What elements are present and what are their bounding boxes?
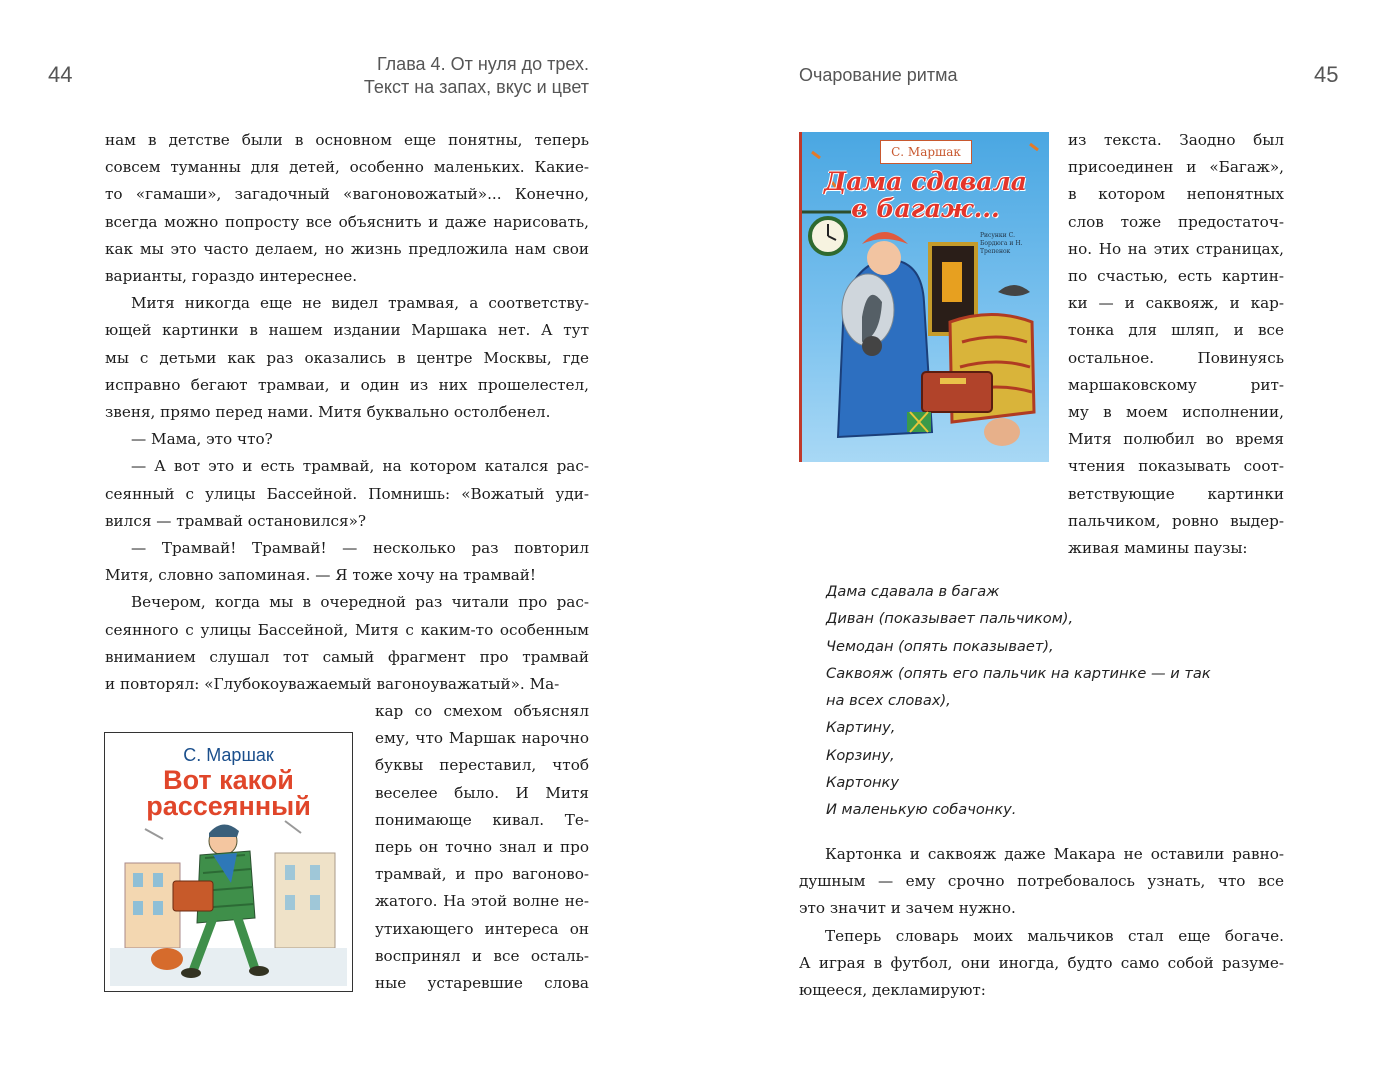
book-cover-vot-kakoi-rasseyannyi xyxy=(104,732,353,992)
cover-author: С. Маршак xyxy=(880,140,972,164)
text-line: маршаковскому рит- xyxy=(1068,375,1284,394)
text-line: мы с детьми как раз оказались в центре Москвы, где xyxy=(105,348,589,367)
left-wrap-text xyxy=(375,698,589,997)
text-line: варианты, гораздо интереснее. xyxy=(105,267,358,286)
text-line: как мы это часто делаем, но жизнь предложила нам свои xyxy=(105,239,589,258)
poem-line: Чемодан (опять показывает), xyxy=(826,637,1054,655)
text-line: по счастью, есть картин- xyxy=(1068,267,1284,286)
text-line: утихающего интереса он xyxy=(375,919,589,938)
cover-author: С. Маршак xyxy=(183,745,274,765)
right-page xyxy=(694,0,1389,1080)
text-line: — Мама, это что? xyxy=(131,430,273,449)
text-line: пальчиком, ровно выдер- xyxy=(1068,511,1284,530)
poem-line: Картину, xyxy=(826,719,896,737)
text-line: тонка для шляп, и все xyxy=(1068,321,1284,340)
text-line: в котором непонятных xyxy=(1068,185,1284,204)
text-line: жатого. На этой волне не- xyxy=(375,892,589,911)
text-line: веселее было. И Митя xyxy=(375,783,589,802)
cover-title-line1: Вот какой xyxy=(163,765,294,795)
cover-title xyxy=(802,168,1049,222)
poem-line: Корзину, xyxy=(826,746,895,764)
right-body-text xyxy=(799,841,1284,1004)
text-line: ки — и саквояж, и кар- xyxy=(1068,294,1284,313)
text-line: всегда можно попросту все объяснить и даже нарисовать, xyxy=(105,212,589,231)
text-line: Вечером, когда мы в очередной раз читали про рас- xyxy=(131,593,589,612)
text-line: — Трамвай! Трамвай! — несколько раз повторил xyxy=(131,539,589,558)
poem-quote xyxy=(826,578,1211,824)
poem-line: на всех словах), xyxy=(826,692,951,710)
text-line: перь он точно знал и про xyxy=(375,838,589,857)
text-line: Картонка и саквояж даже Макара не оставили равно- xyxy=(825,845,1284,863)
text-line: трамвай, и про вагоново- xyxy=(375,865,589,884)
left-body-text xyxy=(105,127,589,698)
text-line: душным — ему срочно потребовалось узнать, что все xyxy=(799,872,1284,891)
page-number-right: 45 xyxy=(1314,62,1339,87)
poem-line: Картонку xyxy=(826,774,899,792)
text-line: сеянный с улицы Бассейной. Помнишь: «Вожатый уди- xyxy=(105,484,589,503)
text-line: понимающе кивал. Те- xyxy=(375,810,589,829)
text-line: ему, что Маршак нарочно xyxy=(375,729,589,748)
text-line: ветствующие картинки xyxy=(1068,484,1284,503)
right-wrap-text xyxy=(1068,127,1284,562)
text-line: присоединен и «Багаж», xyxy=(1068,158,1284,177)
text-line: му в моем исполнении, xyxy=(1068,403,1284,422)
text-line: слов тоже предостаточ- xyxy=(1068,212,1284,231)
text-line: это значит и зачем нужно. xyxy=(799,899,1016,918)
book-cover-dama-sdavala-v-bagazh xyxy=(799,132,1049,462)
text-line: Митя, словно запоминая. — Я тоже хочу на трамвай! xyxy=(105,566,536,585)
text-line: сеянного с улицы Бассейной, Митя с каким-то особенным xyxy=(105,620,589,639)
text-line: совсем туманны для детей, особенно маленьких. Какие- xyxy=(105,158,589,177)
text-line: чтения показывать соот- xyxy=(1068,457,1284,476)
text-line: то «гамаши», загадочный «вагоновожатый»... Конечно, xyxy=(105,185,589,204)
poem-line: Саквояж (опять его пальчик на картинке — и так xyxy=(826,664,1211,682)
text-line: и повторял: «Глубокоуважаемый вагоноуважатый». Ма- xyxy=(105,675,560,694)
text-line: Митя полюбил во время xyxy=(1068,430,1284,449)
text-line: — А вот это и есть трамвай, на котором катался рас- xyxy=(131,457,589,476)
poem-line: И маленькую собачонку. xyxy=(826,801,1017,819)
text-line: нам в детстве были в основном еще понятны, теперь xyxy=(105,131,589,149)
cover-title-line2: в багаж... xyxy=(851,194,1000,223)
text-line: но. Но на этих страницах, xyxy=(1068,239,1284,258)
text-line: А играя в футбол, они иногда, будто само собой разуме- xyxy=(799,953,1284,972)
header-chapter-subtitle: Текст на запах, вкус и цвет xyxy=(363,77,589,97)
text-line: живая мамины паузы: xyxy=(1068,539,1248,558)
text-line: ющееся, декламируют: xyxy=(799,981,986,1000)
text-line: звеня, прямо перед нами. Митя буквально остолбенел. xyxy=(105,403,551,422)
page-number-left: 44 xyxy=(48,62,73,87)
running-header-left xyxy=(364,53,589,99)
text-line: вился — трамвай остановился»? xyxy=(105,511,367,530)
poem-line: Диван (показывает пальчиком), xyxy=(826,610,1074,628)
left-page xyxy=(0,0,694,1080)
text-line: воспринял и все осталь- xyxy=(375,946,589,965)
cover-title-line2: рассеянный xyxy=(146,791,311,821)
text-line: ные устаревшие слова xyxy=(375,974,589,993)
poem-line: Дама сдавала в багаж xyxy=(826,583,1000,600)
text-line: исправно бегают трамваи, и один из них прошелестел, xyxy=(105,375,589,394)
cover-illustrator-credit: Рисунки С. Бордюга и Н. Трепенок xyxy=(980,232,1023,255)
running-header-right: Очарование ритма xyxy=(799,65,958,85)
text-line: кар со смехом объяснял xyxy=(375,702,589,720)
text-line: из текста. Заодно был xyxy=(1068,131,1284,149)
cover-title-line1: Дама сдавала xyxy=(823,167,1027,196)
text-line: ющей картинки в нашем издании Маршака нет. А тут xyxy=(105,321,589,340)
text-line: вниманием слушал тот самый фрагмент про трамвай xyxy=(105,647,589,666)
header-chapter: Глава 4. От нуля до трех. xyxy=(376,54,589,74)
text-line: буквы переставил, чтоб xyxy=(375,756,589,775)
text-line: остальное. Повинуясь xyxy=(1068,348,1284,367)
cover-title xyxy=(105,767,352,819)
text-line: Митя никогда еще не видел трамвая, а соответству- xyxy=(131,294,589,313)
text-line: Теперь словарь моих мальчиков стал еще богаче. xyxy=(825,926,1284,945)
